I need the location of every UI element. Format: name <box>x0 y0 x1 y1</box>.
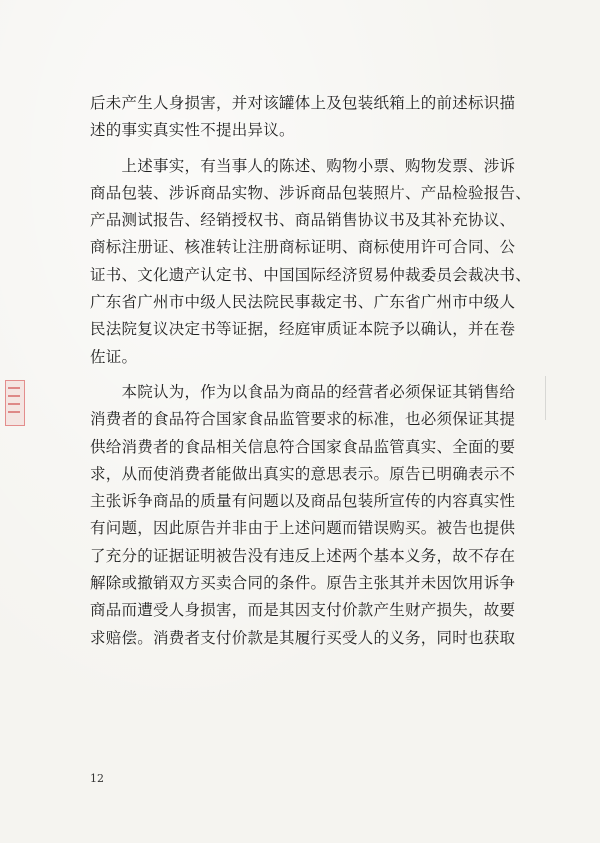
text-line: 消费者的食品符合国家食品监管要求的标准，也必须保证其提 <box>90 410 516 429</box>
paragraph-gap <box>90 371 520 379</box>
text-line: 求，从而使消费者能做出真实的意思表示。原告已明确表示不 <box>90 464 516 483</box>
seal-mark <box>8 403 20 405</box>
text-line: 佐证。 <box>90 347 138 366</box>
text-line: 解除或撤销双方买卖合同的条件。原告主张其并未因饮用诉争 <box>90 574 516 593</box>
text-line: 主张诉争商品的质量有问题以及商品包装所宣传的内容真实性 <box>90 492 516 511</box>
text-line: 求赔偿。消费者支付价款是其履行买受人的义务，同时也获取 <box>90 628 516 647</box>
text-line: 有问题，因此原告并非由于上述问题而错误购买。被告也提供 <box>90 519 516 538</box>
binding-mark <box>545 376 556 420</box>
document-body <box>90 90 532 652</box>
text-line: 广东省广州市中级人民法院民事裁定书、广东省广州市中级人 <box>90 293 516 312</box>
seal-mark <box>8 387 20 389</box>
text-line: 上述事实，有当事人的陈述、购物小票、购物发票、涉诉 <box>90 156 516 175</box>
text-line: 商标注册证、核准转让注册商标证明、商标使用许可合同、公 <box>90 238 516 257</box>
seal-mark <box>8 411 20 413</box>
paragraph-gap <box>90 145 520 153</box>
text-line: 产品测试报告、经销授权书、商品销售协议书及其补充协议、 <box>90 211 516 230</box>
text-line: 本院认为，作为以食品为商品的经营者必须保证其销售给 <box>90 382 516 401</box>
text-line: 了充分的证据证明被告没有违反上述两个基本义务，故不存在 <box>90 546 516 565</box>
text-line: 商品而遭受人身损害，而是其因支付价款产生财产损失，故要 <box>90 601 516 620</box>
text-line: 供给消费者的食品相关信息符合国家食品监管真实、全面的要 <box>90 437 516 456</box>
page-number: 12 <box>90 772 104 785</box>
text-line: 证书、文化遗产认定书、中国国际经济贸易仲裁委员会裁决书、 <box>90 265 532 284</box>
text-line: 述的事实真实性不提出异议。 <box>90 121 295 140</box>
text-line: 民法院复议决定书等证据，经庭审质证本院予以确认，并在卷 <box>90 320 516 339</box>
seal-mark <box>8 395 20 397</box>
text-line: 后未产生人身损害，并对该罐体上及包装纸箱上的前述标识描 <box>90 94 516 112</box>
text-line: 商品包装、涉诉商品实物、涉诉商品包装照片、产品检验报告、 <box>90 183 532 202</box>
red-seal-stamp <box>2 378 28 428</box>
